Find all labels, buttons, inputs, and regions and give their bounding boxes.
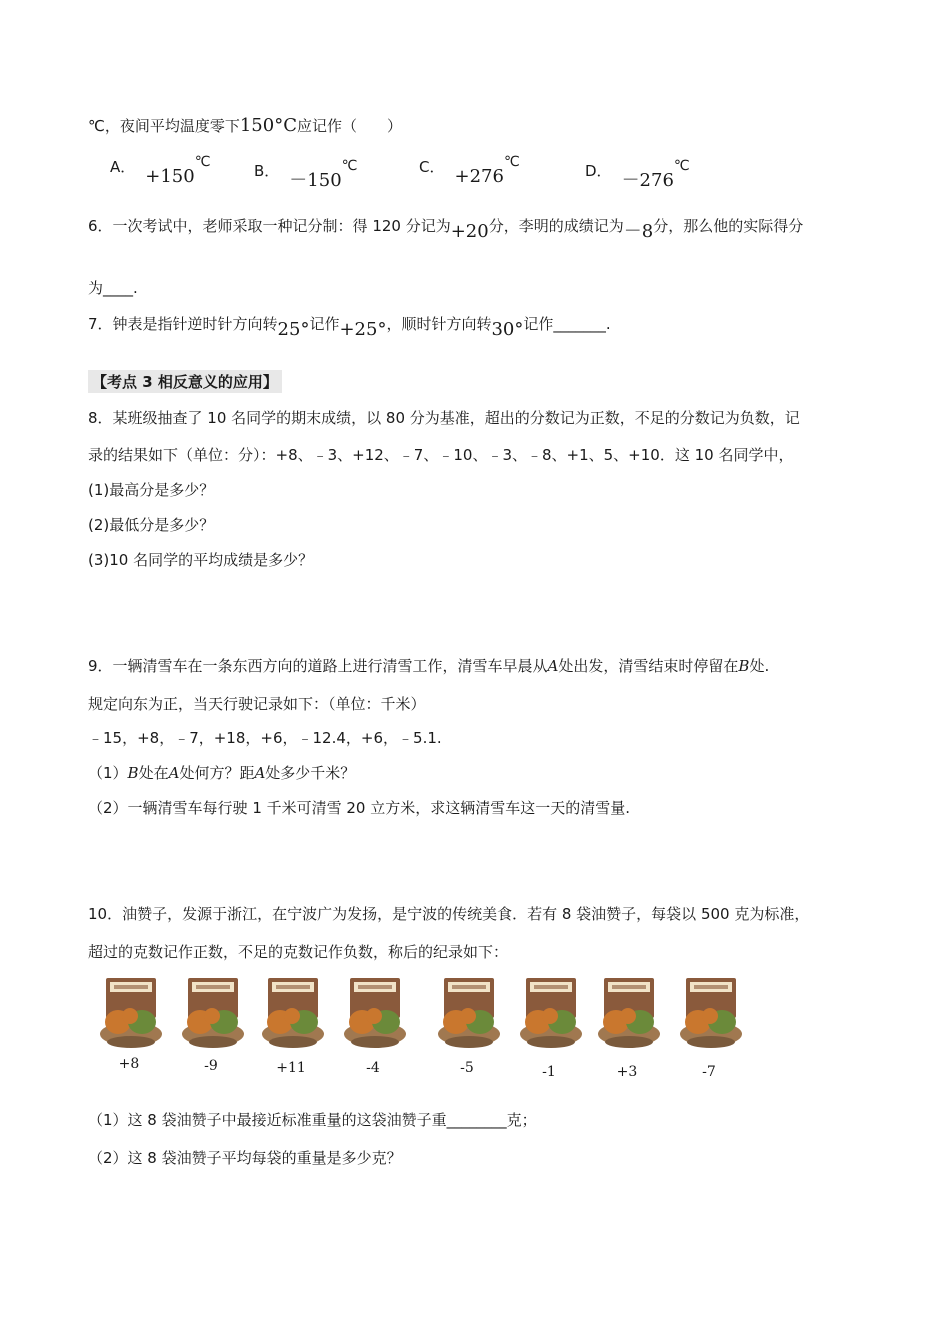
point-b-label: B bbox=[738, 657, 750, 675]
q5-tail bbox=[88, 116, 402, 136]
snack-bag-icon bbox=[596, 976, 662, 1054]
snack-bag-icon bbox=[678, 976, 744, 1054]
q7-text-3: ，顺时针方向转 bbox=[386, 315, 492, 333]
bag-weight-label: -1 bbox=[542, 1064, 556, 1080]
option-letter: C． bbox=[419, 158, 445, 176]
snack-bag-image bbox=[260, 976, 326, 1058]
bag-weight-label: -9 bbox=[204, 1058, 218, 1074]
snack-bag-image bbox=[98, 976, 164, 1058]
q5-tail-prefix: ℃，夜间平均温度零下 bbox=[88, 117, 240, 135]
q7-text-4: 记作_______. bbox=[523, 315, 611, 333]
q6-text-1: 6．一次考试中，老师采取一种记分制：得 120 分记为 bbox=[88, 217, 451, 235]
bag-weight-label: -4 bbox=[366, 1060, 380, 1076]
snack-bag-image bbox=[342, 976, 408, 1058]
snack-bag-icon bbox=[518, 976, 584, 1054]
q10-sub1: （1）这 8 袋油赞子中最接近标准重量的这袋油赞子重________克； bbox=[88, 1111, 537, 1129]
option-unit: ℃ bbox=[341, 158, 358, 174]
snack-bag-image bbox=[678, 976, 744, 1058]
snack-bag-icon bbox=[98, 976, 164, 1054]
q5-option-d bbox=[585, 156, 690, 191]
q6-math-1: +20 bbox=[450, 221, 489, 242]
snack-bag-icon bbox=[342, 976, 408, 1054]
snack-bag-icon bbox=[436, 976, 502, 1054]
q7-line bbox=[88, 314, 611, 340]
q10-line1: 10．油赞子，发源于浙江，在宁波广为发扬，是宁波的传统美食．若有 8 袋油赞子，每袋以 500 克为标准， bbox=[88, 905, 810, 923]
snack-bag-image bbox=[518, 976, 584, 1058]
q9-sub2: （2）一辆清雪车每行驶 1 千米可清雪 20 立方米，求这辆清雪车这一天的清雪量. bbox=[88, 799, 631, 817]
option-letter: A． bbox=[110, 158, 136, 176]
q5-tail-math: 150°C bbox=[239, 115, 297, 136]
q10-sub2: （2）这 8 袋油赞子平均每袋的重量是多少克？ bbox=[88, 1149, 402, 1167]
option-unit: ℃ bbox=[194, 154, 211, 170]
q7-math-3: 30° bbox=[491, 319, 524, 340]
q5-tail-suffix: 应记作（ ） bbox=[297, 117, 403, 135]
point-a-label: A bbox=[254, 764, 266, 782]
q6-math-2: －8 bbox=[623, 221, 654, 242]
snack-bag-icon bbox=[180, 976, 246, 1054]
snack-bag-image bbox=[436, 976, 502, 1058]
bag-weight-label: +8 bbox=[118, 1056, 140, 1072]
q9-sub1-text-1: 处在 bbox=[138, 764, 169, 782]
bag-weight-label: -5 bbox=[460, 1060, 474, 1076]
q6-text-2: 分，李明的成绩记为 bbox=[488, 217, 624, 235]
point-a-label: A bbox=[168, 764, 180, 782]
q9-line3: ﹣15，+8，﹣7，+18，+6，﹣12.4，+6，﹣5.1. bbox=[88, 729, 442, 747]
q9-line1 bbox=[88, 656, 769, 676]
q9-text-2: 处出发，清雪结束时停留在 bbox=[558, 657, 739, 675]
option-value: +150 bbox=[145, 166, 195, 187]
q9-text-1: 9．一辆清雪车在一条东西方向的道路上进行清雪工作，清雪车早晨从 bbox=[88, 657, 548, 675]
option-letter: D． bbox=[585, 162, 612, 180]
q10-line2: 超过的克数记作正数，不足的克数记作负数，称后的纪录如下： bbox=[88, 943, 509, 961]
q7-math-1: 25° bbox=[277, 319, 310, 340]
q8-sub3: (3)10 名同学的平均成绩是多少？ bbox=[88, 551, 314, 569]
option-letter: B． bbox=[254, 162, 280, 180]
snack-bag-image bbox=[180, 976, 246, 1058]
q6-line1 bbox=[88, 216, 804, 242]
bag-weight-label: +3 bbox=[616, 1064, 638, 1080]
bag-weight-label: -7 bbox=[702, 1064, 716, 1080]
option-value: －150 bbox=[289, 170, 342, 191]
q7-math-2: +25° bbox=[339, 319, 387, 340]
point-b-label: B bbox=[127, 764, 139, 782]
q9-line2: 规定向东为正，当天行驶记录如下：（单位：千米） bbox=[88, 695, 426, 713]
q5-option-b bbox=[254, 156, 358, 191]
q8-line2: 录的结果如下（单位：分）：+8、﹣3、+12、﹣7、﹣10、﹣3、﹣8、+1、5、+10．这 10 名同学中， bbox=[88, 446, 794, 464]
q8-sub1: (1)最高分是多少？ bbox=[88, 481, 215, 499]
q9-text-3: 处. bbox=[749, 657, 770, 675]
option-unit: ℃ bbox=[503, 154, 520, 170]
option-value: －276 bbox=[621, 170, 674, 191]
q9-sub1-text-2: 处何方？距 bbox=[179, 764, 255, 782]
q5-option-a bbox=[110, 154, 211, 187]
point-a-label: A bbox=[547, 657, 559, 675]
bag-weight-label: +11 bbox=[276, 1060, 306, 1076]
section-heading-3: 【考点 3 相反意义的应用】 bbox=[88, 370, 282, 393]
q9-sub1 bbox=[88, 763, 355, 783]
option-unit: ℃ bbox=[673, 158, 690, 174]
q6-line2: 为____. bbox=[88, 279, 138, 297]
q8-line1: 8．某班级抽查了 10 名同学的期末成绩，以 80 分为基准，超出的分数记为正数，不足的分数记为负数，记 bbox=[88, 409, 800, 427]
q5-option-c bbox=[419, 154, 520, 187]
q7-text-2: 记作 bbox=[309, 315, 340, 333]
q8-sub2: (2)最低分是多少？ bbox=[88, 516, 215, 534]
q9-sub1-num: （1） bbox=[88, 764, 128, 782]
q9-sub1-text-3: 处多少千米？ bbox=[265, 764, 356, 782]
option-value: +276 bbox=[454, 166, 504, 187]
snack-bag-image bbox=[596, 976, 662, 1058]
q6-text-3: 分，那么他的实际得分 bbox=[653, 217, 804, 235]
q7-text-1: 7．钟表是指针逆时针方向转 bbox=[88, 315, 278, 333]
snack-bag-icon bbox=[260, 976, 326, 1054]
